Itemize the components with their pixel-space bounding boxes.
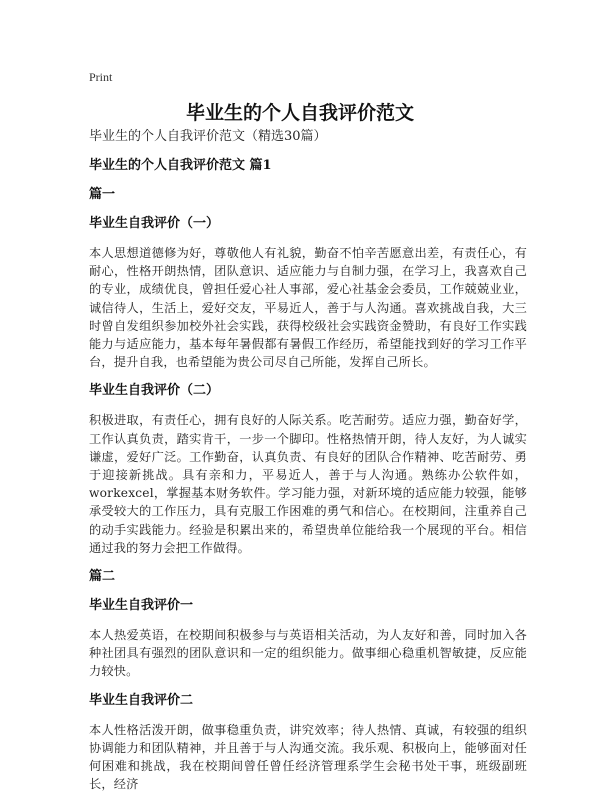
paragraph-3: 本人热爱英语，在校期间积极参与与英语相关活动，为人友好和善，同时加入各种社团具有强烈的团队意识和一定的组织能力。做事细心稳重机智敏捷，反应能力较快。 xyxy=(89,628,527,679)
document-subtitle: 毕业生的个人自我评价范文（精选30篇） xyxy=(89,129,327,144)
paragraph-2: 积极进取，有责任心，拥有良好的人际关系。吃苦耐劳。适应力强，勤奋好学，工作认真负责，踏实肯干，一步一个脚印。性格热情开朗，待人友好，为人诚实谦虚，爱好广泛。工作勤奋，认真负责、有良好的团队合作精神、吃苦耐劳、勇于迎接新挑战。具有亲和力，平易近人，善于与人沟通。熟练办公软件如，workexcel，掌握基本财务软件。学习能力强，对新环境的适应能力较强，能够承受较大的工作压力，具有克服工作困难的勇气和信心。在校期间，注重养自己的动手实践能力。经验是积累出来的，希望贵单位能给我一个展现的平台。相信通过我的努力会把工作做得。 xyxy=(89,413,527,555)
print-link[interactable]: Print xyxy=(89,70,113,84)
page-title: 毕业生的个人自我评价范文 xyxy=(185,102,414,124)
part-heading-1: 篇一 xyxy=(89,187,116,202)
section-heading: 毕业生的个人自我评价范文 篇1 xyxy=(89,158,272,173)
item-heading-3: 毕业生自我评价一 xyxy=(89,598,194,614)
part-heading-2: 篇二 xyxy=(89,569,116,585)
item-heading-4: 毕业生自我评价二 xyxy=(89,692,194,708)
item-heading-2: 毕业生自我评价（二） xyxy=(89,383,220,399)
paragraph-4: 本人性格活泼开朗，做事稳重负责，讲究效率；待人热情、真诚，有较强的组织协调能力和团队精神，并且善于与人沟通交流。我乐观、积极向上，能够面对任何困难和挑战，我在校期间曾任曾任经济管理系学生会秘书处干事，班级副班长，经济 xyxy=(89,722,527,792)
item-heading-1: 毕业生自我评价（一） xyxy=(89,216,220,231)
document-body xyxy=(89,128,527,804)
paragraph-1: 本人思想道德修为好，尊敬他人有礼貌，勤奋不怕辛苦愿意出差，有责任心，有耐心，性格开朗热情，团队意识、适应能力与自制力强，在学习上，我喜欢自己的专业，成绩优良，曾担任爱心社人事部，爱心社基金会委员，工作兢兢业业，诚信待人，生活上，爱好交友，平易近人，善于与人沟通。喜欢挑战自我，大三时曾自发组织参加校外社会实践，获得校级社会实践资金赞助，有良好工作实践能力与适应能力，基本每年暑假都有暑假工作经历，希望能找到好的学习工作平台，提升自我，也希望能为贵公司尽自己所能，发挥自己所长。 xyxy=(89,246,527,370)
